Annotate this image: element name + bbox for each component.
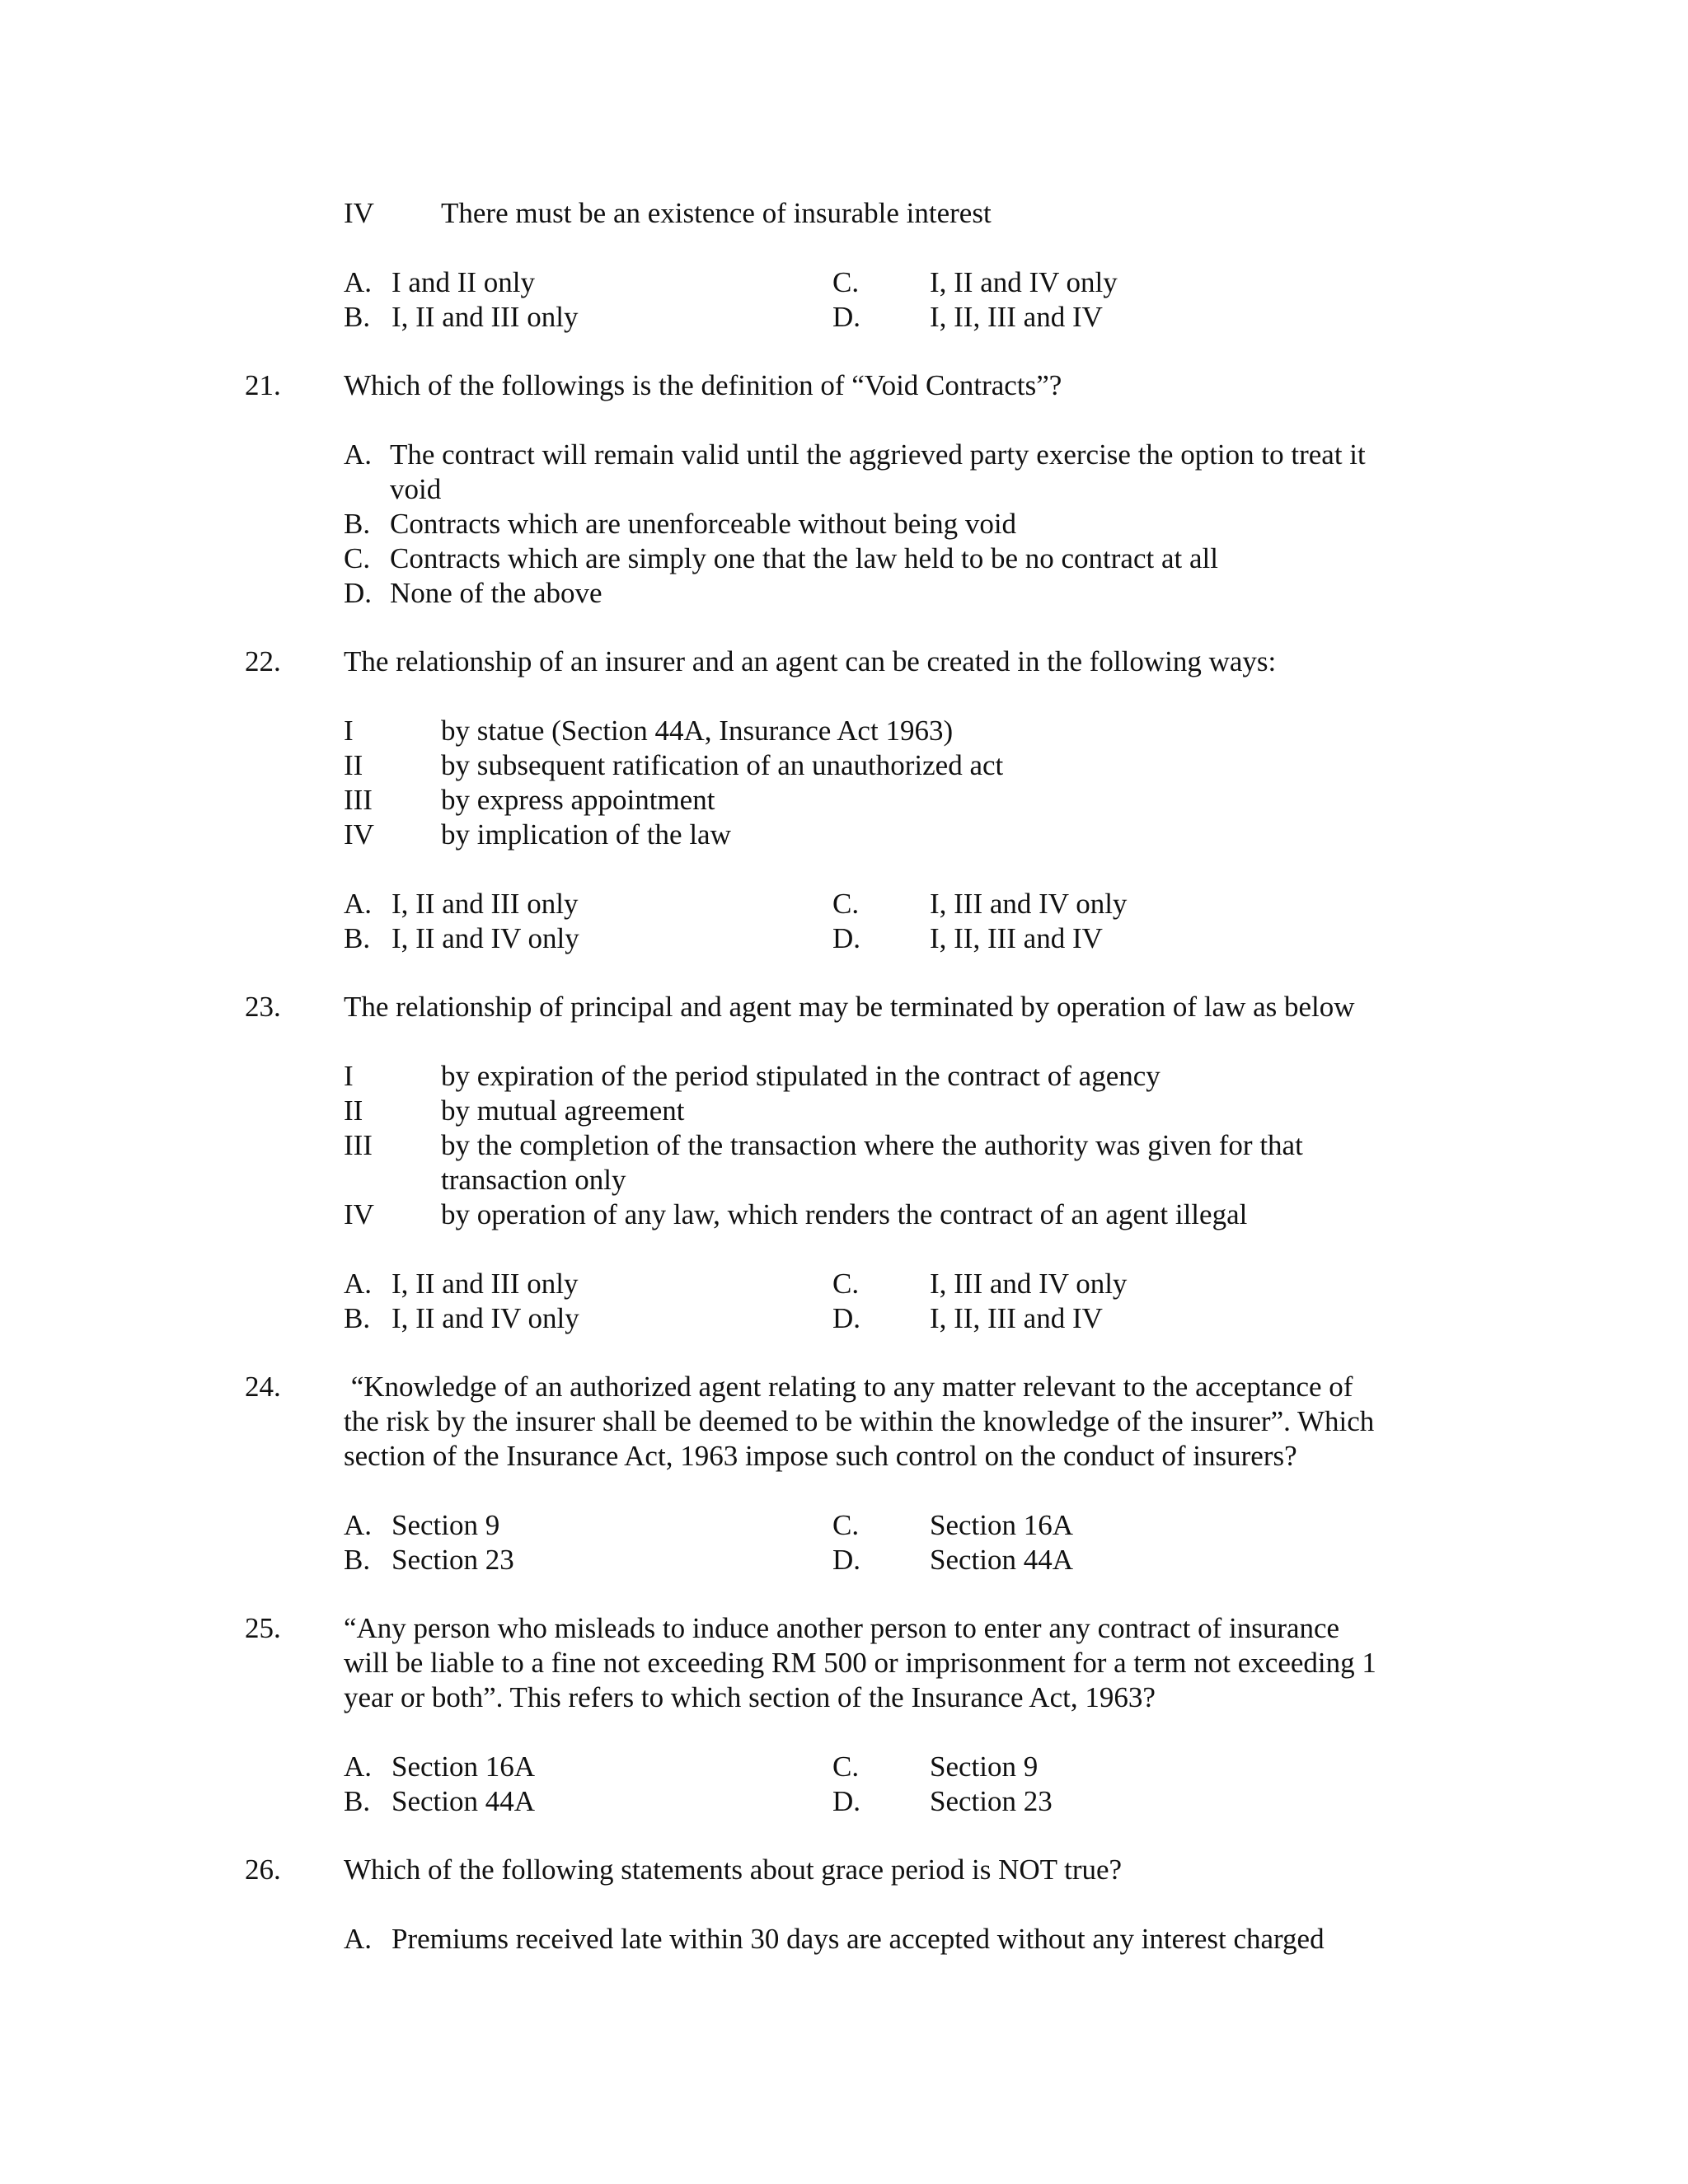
- statement-label: II: [344, 1094, 363, 1127]
- option-letter: A.: [344, 888, 373, 920]
- option-letter: D.: [832, 1302, 861, 1334]
- option-letter: C.: [832, 1750, 860, 1783]
- option-letter: A.: [344, 438, 373, 471]
- statement-label: IV: [344, 818, 374, 851]
- question-number: 25.: [245, 1612, 281, 1644]
- option-text: I, II and IV only: [392, 1302, 579, 1334]
- option-text: Contracts which are unenforceable without being void: [390, 508, 1017, 540]
- option-text: void: [390, 473, 442, 505]
- option-text: Contracts which are simply one that the law held to be no contract at all: [390, 542, 1218, 574]
- statement-text: by mutual agreement: [441, 1094, 685, 1127]
- option-letter: B.: [344, 1302, 371, 1334]
- option-text: I, II, III and IV: [930, 301, 1103, 333]
- option-text: Premiums received late within 30 days are accepted without any interest charged: [392, 1923, 1325, 1955]
- option-letter: D.: [832, 1785, 861, 1817]
- statement-text: by implication of the law: [441, 818, 731, 851]
- statement-label: IV: [344, 1198, 374, 1230]
- option-text: I and II only: [392, 266, 535, 298]
- option-letter: A.: [344, 1268, 373, 1300]
- statement-text: by express appointment: [441, 784, 715, 816]
- option-text: I, II and IV only: [392, 922, 579, 954]
- option-text: I, II and IV only: [930, 266, 1118, 298]
- statement-label: III: [344, 1129, 373, 1161]
- option-text: Section 9: [930, 1750, 1039, 1783]
- option-letter: D.: [344, 577, 373, 609]
- question-text: “Knowledge of an authorized agent relating to any matter relevant to the acceptance of: [344, 1371, 1353, 1403]
- question-text: “Any person who misleads to induce another person to enter any contract of insurance: [344, 1612, 1340, 1644]
- question-text: the risk by the insurer shall be deemed to be within the knowledge of the insurer”. Which: [344, 1405, 1375, 1437]
- option-letter: B.: [344, 1544, 371, 1576]
- question-text: will be liable to a fine not exceeding RM 500 or imprisonment for a term not exceeding 1: [344, 1647, 1376, 1679]
- statement-text: by subsequent ratification of an unauthorized act: [441, 749, 1004, 781]
- option-letter: A.: [344, 266, 373, 298]
- option-text: I, II, III and IV: [930, 922, 1103, 954]
- option-text: The contract will remain valid until the aggrieved party exercise the option to treat it: [390, 438, 1366, 471]
- option-letter: B.: [344, 1785, 371, 1817]
- option-letter: A.: [344, 1923, 373, 1955]
- option-letter: C.: [832, 1509, 860, 1541]
- question-text: section of the Insurance Act, 1963 impose such control on the conduct of insurers?: [344, 1440, 1297, 1472]
- statement-label: III: [344, 784, 373, 816]
- option-text: I, III and IV only: [930, 888, 1128, 920]
- option-letter: C.: [832, 266, 860, 298]
- statement-text: by statue (Section 44A, Insurance Act 1963): [441, 715, 954, 747]
- question-number: 26.: [245, 1854, 281, 1886]
- question-text: Which of the followings is the definition of “Void Contracts”?: [344, 369, 1062, 401]
- question-text: Which of the following statements about grace period is NOT true?: [344, 1854, 1123, 1886]
- option-text: Section 9: [392, 1509, 500, 1541]
- statement-label: I: [344, 1060, 354, 1092]
- option-text: I, II and III only: [392, 301, 579, 333]
- statement-text: transaction only: [441, 1164, 626, 1196]
- question-number: 23.: [245, 991, 281, 1023]
- question-text: year or both”. This refers to which section of the Insurance Act, 1963?: [344, 1681, 1156, 1713]
- option-text: Section 23: [392, 1544, 514, 1576]
- statement-text: by expiration of the period stipulated in the contract of agency: [441, 1060, 1160, 1092]
- option-text: I, II and III only: [392, 1268, 579, 1300]
- option-text: Section 16A: [392, 1750, 536, 1783]
- statement-label: IV: [344, 197, 374, 229]
- option-letter: D.: [832, 1544, 861, 1576]
- option-text: I, II, III and IV: [930, 1302, 1103, 1334]
- option-letter: B.: [344, 508, 371, 540]
- option-letter: B.: [344, 922, 371, 954]
- statement-label: I: [344, 715, 354, 747]
- option-letter: B.: [344, 301, 371, 333]
- option-text: Section 16A: [930, 1509, 1074, 1541]
- option-letter: D.: [832, 922, 861, 954]
- option-text: Section 44A: [930, 1544, 1074, 1576]
- option-text: Section 23: [930, 1785, 1053, 1817]
- option-text: None of the above: [390, 577, 603, 609]
- option-letter: A.: [344, 1750, 373, 1783]
- statement-label: II: [344, 749, 363, 781]
- question-text: The relationship of an insurer and an agent can be created in the following ways:: [344, 645, 1277, 677]
- option-text: I, II and III only: [392, 888, 579, 920]
- statement-text: by operation of any law, which renders the contract of an agent illegal: [441, 1198, 1248, 1230]
- option-letter: C.: [832, 888, 860, 920]
- question-text: The relationship of principal and agent may be terminated by operation of law as below: [344, 991, 1355, 1023]
- option-letter: A.: [344, 1509, 373, 1541]
- statement-text: by the completion of the transaction where the authority was given for that: [441, 1129, 1303, 1161]
- question-number: 24.: [245, 1371, 281, 1403]
- option-letter: D.: [832, 301, 861, 333]
- question-number: 22.: [245, 645, 281, 677]
- option-letter: C.: [344, 542, 371, 574]
- option-letter: C.: [832, 1268, 860, 1300]
- option-text: Section 44A: [392, 1785, 536, 1817]
- statement-text: There must be an existence of insurable interest: [441, 197, 992, 229]
- question-number: 21.: [245, 369, 281, 401]
- option-text: I, III and IV only: [930, 1268, 1128, 1300]
